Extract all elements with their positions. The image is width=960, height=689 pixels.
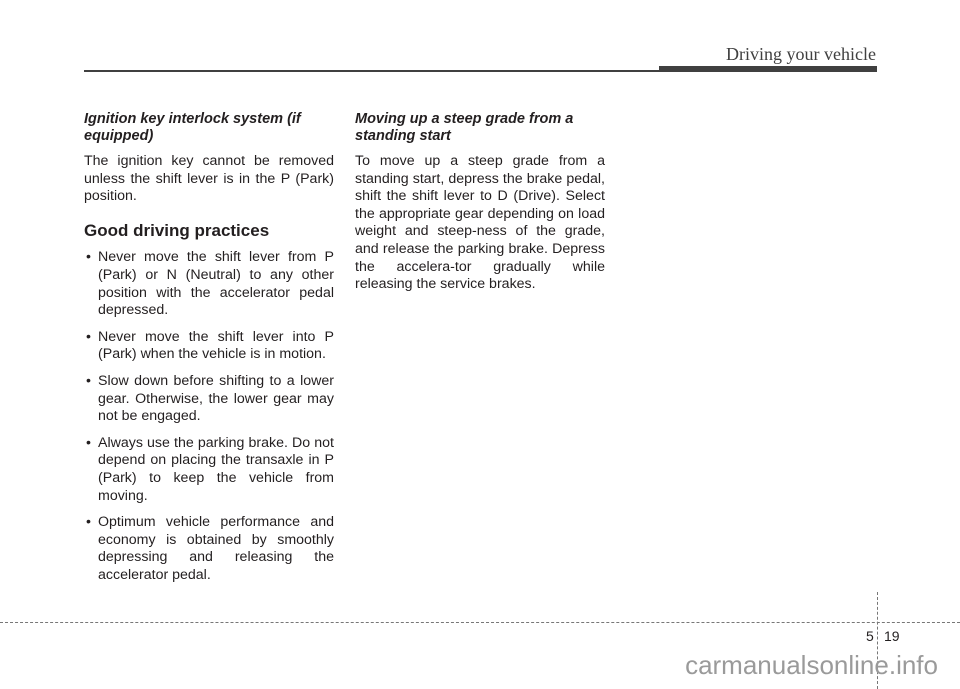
page-number: 19	[884, 628, 900, 644]
chapter-number: 5	[866, 628, 874, 644]
practices-list	[84, 249, 334, 584]
list-item: • Optimum vehicle performance and economy is obtained by smoothly depressing and releasing the accelerator pedal.	[84, 514, 334, 584]
list-item: • Slow down before shifting to a lower gear. Otherwise, the lower gear may not be engaged.	[84, 373, 334, 426]
section-title: Driving your vehicle	[726, 44, 876, 64]
interlock-heading: Ignition key interlock system (if equipped)	[84, 111, 301, 144]
list-item: • Always use the parking brake. Do not depend on placing the transaxle in P (Park) to keep the vehicle from moving.	[84, 435, 334, 505]
steep-grade-paragraph: To move up a steep grade from a standing start, depress the brake pedal, shift the shift lever to D (Drive). Select the appropriate gear depending on load weight and steep-ness of the grade, and release the parking brake. Depress the accelera-tor gradually while releasing the service brakes.	[355, 153, 605, 293]
right-column	[355, 111, 605, 294]
watermark: carmanualsonline.info	[685, 650, 938, 680]
footer-rule	[0, 622, 960, 623]
steep-grade-heading: Moving up a steep grade from a standing start	[355, 111, 574, 144]
left-column	[84, 111, 334, 593]
header-bar	[659, 66, 877, 72]
list-item: • Never move the shift lever into P (Park) when the vehicle is in motion.	[84, 329, 334, 364]
header-rule	[84, 70, 660, 72]
interlock-paragraph: The ignition key cannot be removed unless the shift lever is in the P (Park) position.	[84, 153, 334, 205]
practices-heading: Good driving practices	[84, 220, 270, 240]
list-item: • Never move the shift lever from P (Park) or N (Neutral) to any other position with the accelerator pedal depressed.	[84, 249, 334, 319]
